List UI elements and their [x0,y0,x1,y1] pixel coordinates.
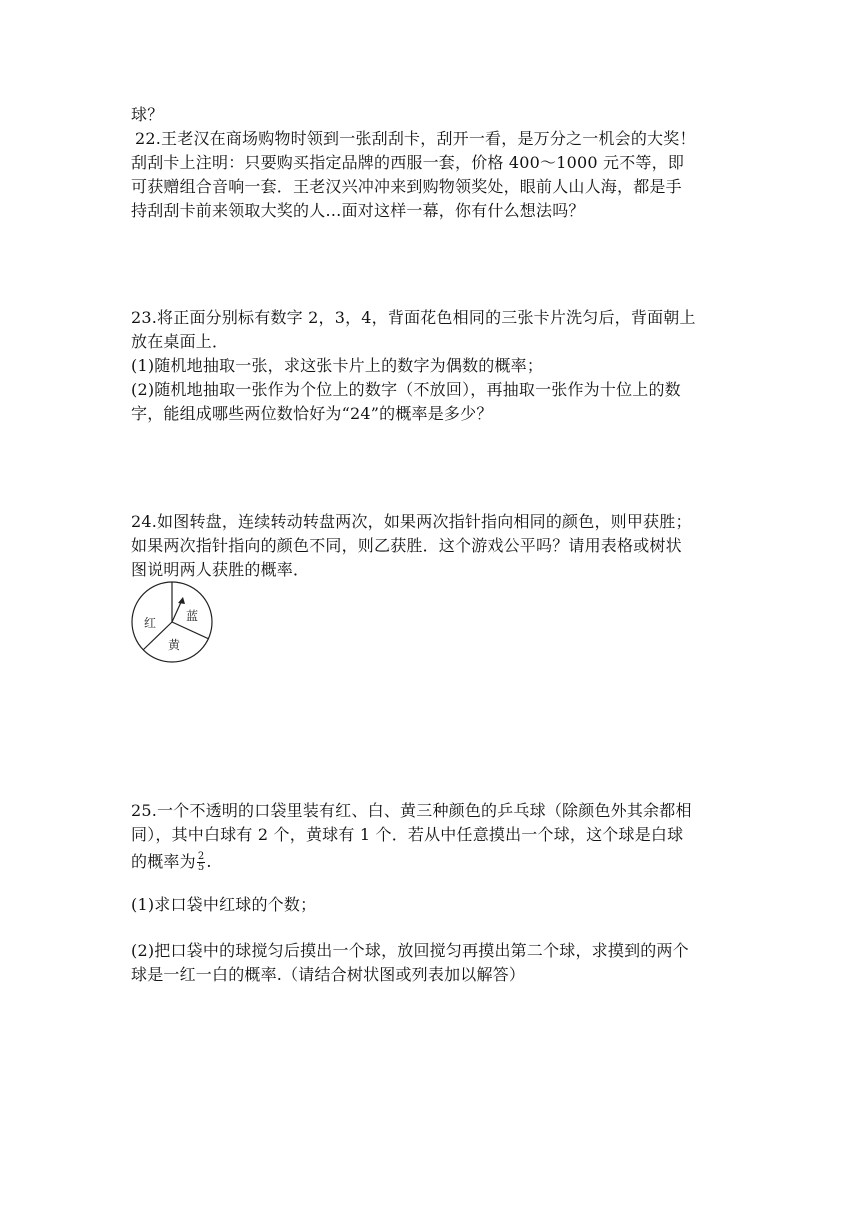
q25-line-2: 同），其中白球有 2 个，黄球有 1 个．若从中任意摸出一个球，这个球是白球 [131,825,684,844]
spinner-label-red: 红 [144,616,157,630]
q22-line-1: 22.王老汉在商场购物时领到一张刮刮卡，刮开一看，是万分之一机会的大奖！ [135,129,696,148]
q22-line-2: 刮刮卡上注明：只要购买指定品牌的西服一套，价格 400～1000 元不等，即 [131,153,685,172]
q25-fraction [197,852,206,873]
q25-prob-suffix: . [206,852,212,871]
q25-part2-line-2: 球是一红一白的概率.（请结合树状图或列表加以解答） [131,965,526,984]
q22-line-4: 持刮刮卡前来领取大奖的人…面对这样一幕，你有什么想法吗？ [131,201,585,220]
spinner-pointer-arrowhead [178,597,185,604]
q23-part2-line-2: 字，能组成哪些两位数恰好为“24”的概率是多少？ [131,404,493,423]
q23-line-2: 放在桌面上． [131,332,229,351]
q22-line-3: 可获赠组合音响一套．王老汉兴冲冲来到购物领奖处，眼前人山人海，都是手 [131,177,682,196]
spinner-divider-right [172,622,209,639]
q24-line-2: 如果两次指针指向的颜色不同，则乙获胜．这个游戏公平吗？请用表格或树状 [131,536,682,555]
q23-line-1: 23.将正面分别标有数字 2，3，4，背面花色相同的三张卡片洗匀后，背面朝上 [131,308,696,327]
q24-line-3: 图说明两人获胜的概率． [131,560,310,579]
q23-part2-line-1: (2)随机地抽取一张作为个位上的数字（不放回），再抽取一张作为十位上的数 [131,380,681,399]
spinner-label-yellow: 黄 [168,638,181,652]
q23-part1: (1)随机地抽取一张，求这张卡片上的数字为偶数的概率； [131,356,544,375]
q25-part1: (1)求口袋中红球的个数； [131,895,317,914]
spinner-figure [130,581,216,667]
q25-prob-prefix: 的概率为 [131,852,196,871]
q25-part2-line-1: (2)把口袋中的球搅匀后摸出一个球，放回搅匀再摸出第二个球，求摸到的两个 [131,941,689,960]
q25-probability-line [131,851,212,873]
q25-fraction-denominator: 5 [197,862,205,873]
q25-line-1: 25.一个不透明的口袋里装有红、白、黄三种颜色的乒乓球（除颜色外其余都相 [131,801,692,820]
q24-line-1: 24.如图转盘，连续转动转盘两次，如果两次指针指向相同的颜色，则甲获胜； [131,512,692,531]
q21-tail: 球？ [131,105,164,124]
q25-fraction-numerator: 2 [197,851,205,862]
spinner-label-blue: 蓝 [186,609,199,623]
